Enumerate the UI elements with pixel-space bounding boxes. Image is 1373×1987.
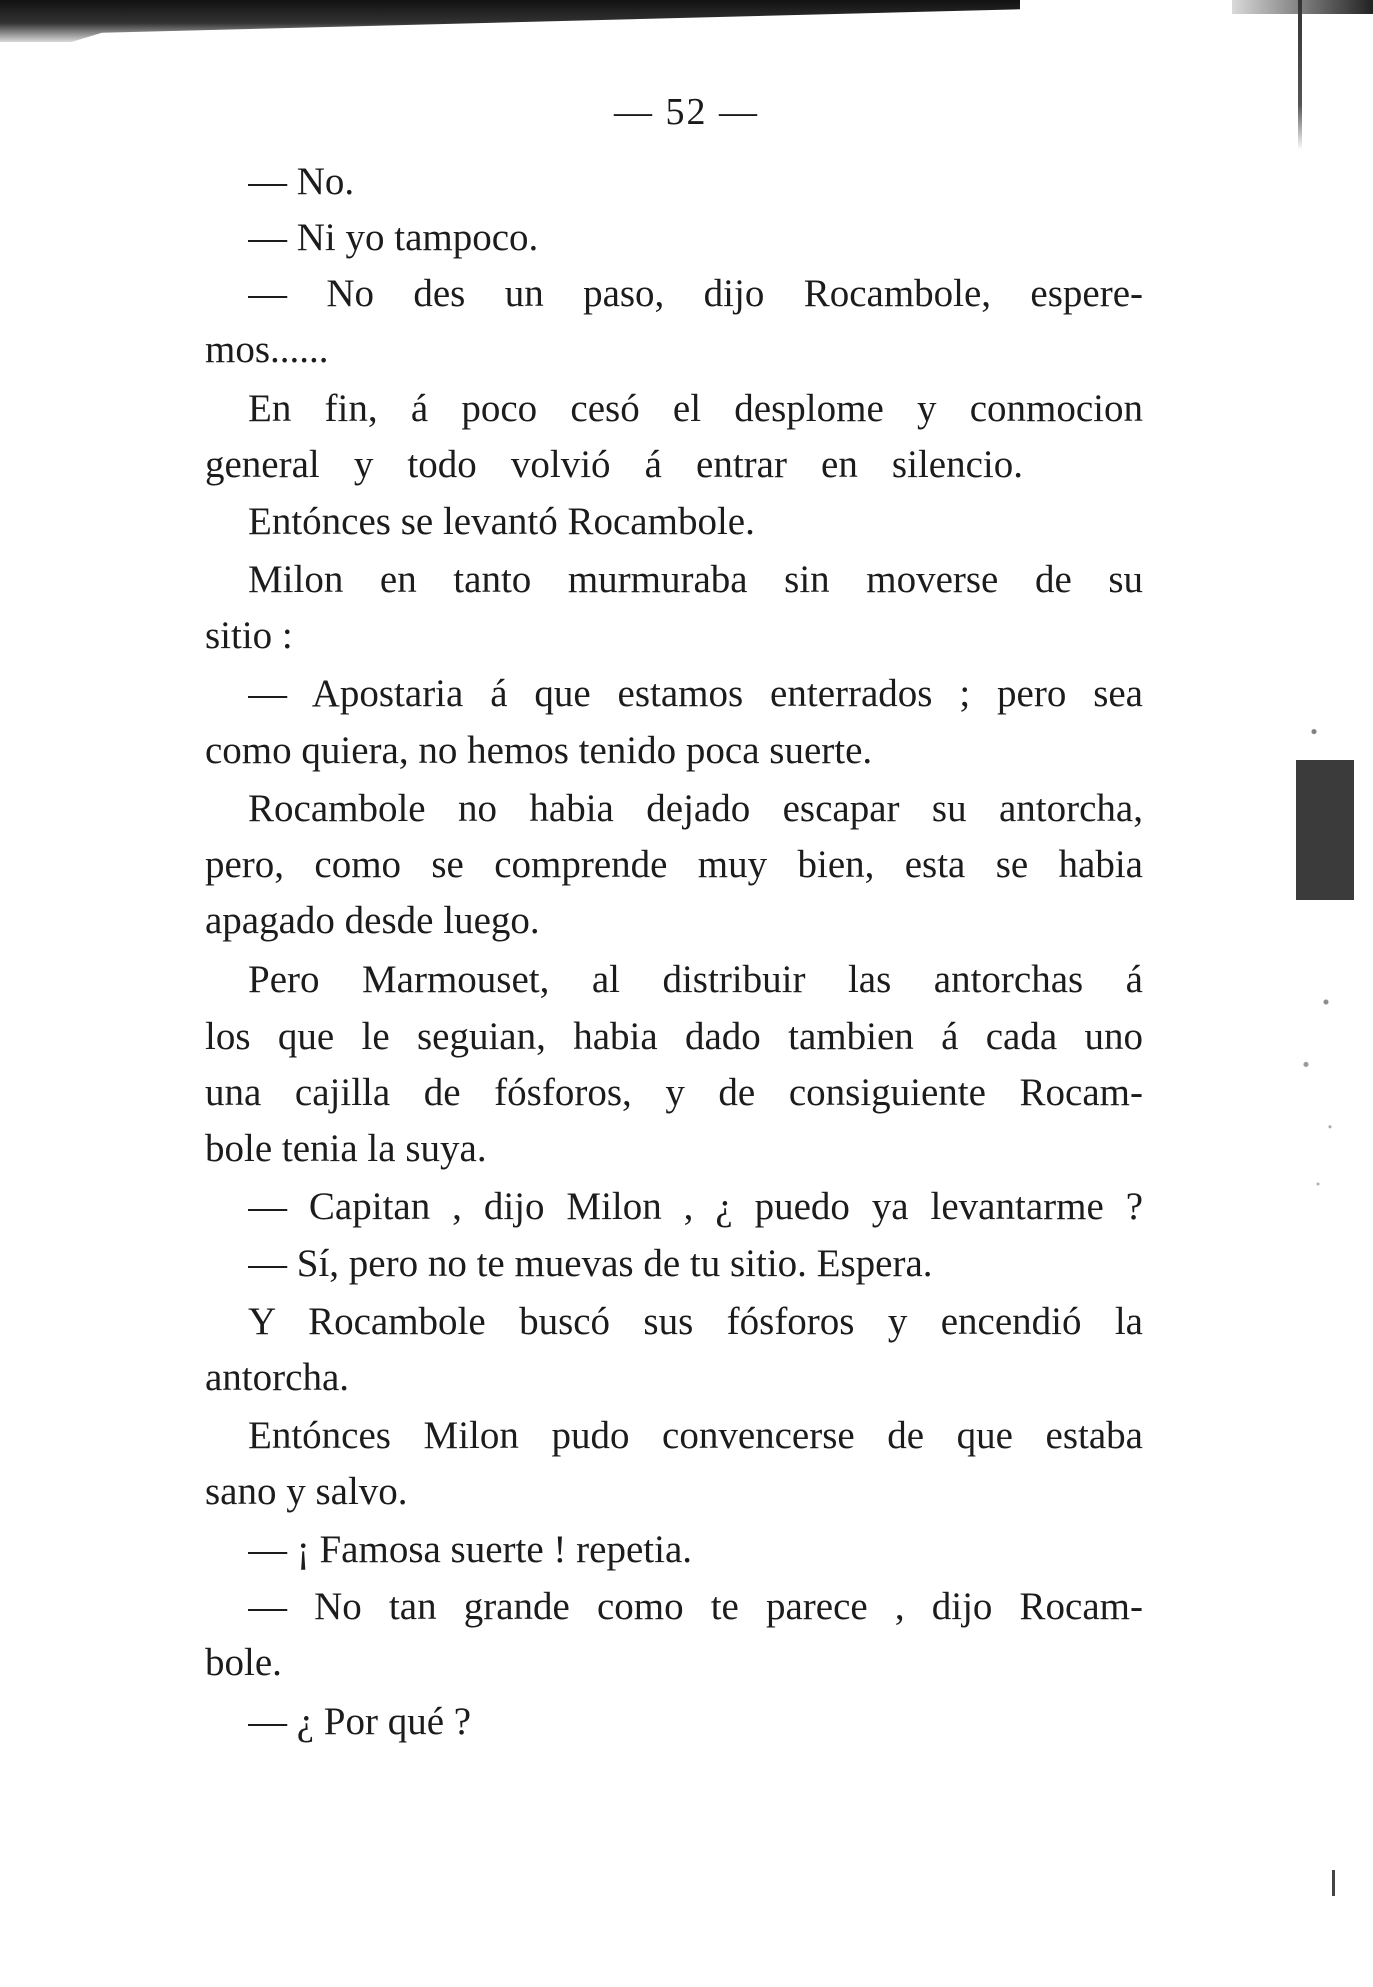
text-line: bole.	[205, 1641, 282, 1684]
text-line: — No.	[248, 160, 355, 203]
text-line: como quiera, no hemos tenido poca suerte.	[205, 729, 873, 772]
text-line: sano y salvo.	[205, 1470, 408, 1513]
text-line: Entónces Milon pudo convencerse de que estaba	[248, 1414, 1143, 1457]
text-line: — ¡ Famosa suerte ! repetia.	[248, 1528, 693, 1571]
text-line: sitio :	[205, 614, 293, 657]
scan-corner-shadow	[1232, 0, 1373, 14]
scan-margin-stain	[1296, 760, 1354, 900]
text-line: En fin, á poco cesó el desplome y conmocion	[248, 387, 1143, 430]
text-line: apagado desde luego.	[205, 899, 540, 942]
text-line: — No des un paso, dijo Rocambole, espere-	[248, 272, 1143, 315]
text-line: bole tenia la suya.	[205, 1127, 487, 1170]
text-line: — Sí, pero no te muevas de tu sitio. Espera.	[248, 1242, 933, 1285]
page-number: — 52 —	[614, 91, 759, 133]
text-line: Y Rocambole buscó sus fósforos y encendió la	[248, 1300, 1143, 1343]
text-line: Milon en tanto murmuraba sin moverse de su	[248, 558, 1143, 601]
text-line: una cajilla de fósforos, y de consiguiente Rocam-	[205, 1071, 1143, 1114]
text-line: — Apostaria á que estamos enterrados ; pero sea	[248, 672, 1143, 715]
text-line: general y todo volvió á entrar en silencio.	[205, 443, 1023, 486]
text-line: antorcha.	[205, 1356, 350, 1399]
text-line: Pero Marmouset, al distribuir las antorchas á	[248, 958, 1143, 1001]
text-line: Entónces se levantó Rocambole.	[248, 500, 755, 543]
text-line: — ¿ Por qué ?	[248, 1700, 472, 1743]
text-line: — Ni yo tampoco.	[248, 216, 539, 259]
text-line: — No tan grande como te parece , dijo Rocam-	[248, 1585, 1143, 1628]
text-line: mos......	[205, 328, 329, 371]
text-line: — Capitan , dijo Milon , ¿ puedo ya levantarme ?	[248, 1185, 1143, 1228]
scan-margin-mark	[1332, 1870, 1335, 1896]
text-line: los que le seguian, habia dado tambien á cada uno	[205, 1015, 1143, 1058]
text-line: pero, como se comprende muy bien, esta se habia	[205, 843, 1143, 886]
scan-edge-shadow	[0, 0, 1020, 42]
text-line: Rocambole no habia dejado escapar su antorcha,	[248, 787, 1143, 830]
